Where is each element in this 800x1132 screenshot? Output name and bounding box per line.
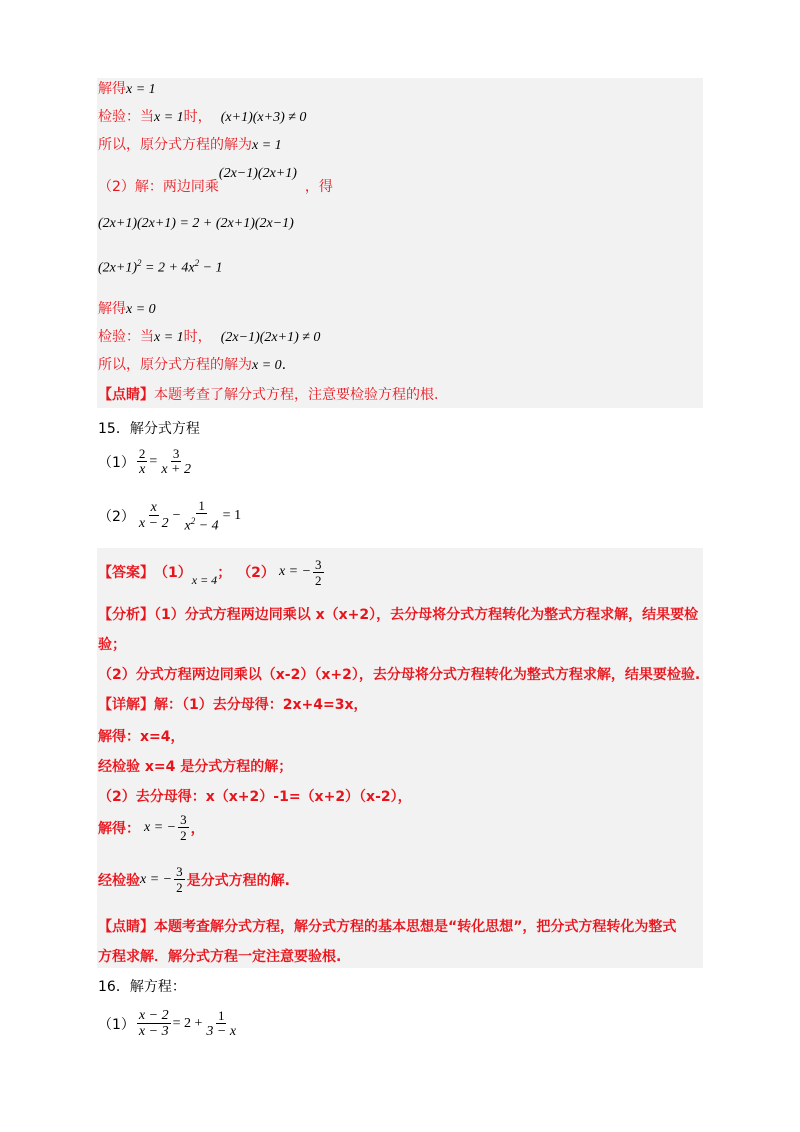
answer-line: 【答案】 （1） x = 4 ； （2） x = − $\frac{3}{2}$ xyxy=(98,556,322,588)
detail-line-4: （2）去分母得：x（x+2）-1=（x+2）（x-2）， xyxy=(98,789,412,805)
q14-check-line-2: 检验：当x = 1时， (2x−1)(2x+1) ≠ 0 xyxy=(98,329,321,345)
analysis-line-2: 验； xyxy=(98,637,126,653)
q14-dianjing: 【点睛】本题考查了解分式方程，注意要检验方程的根. xyxy=(98,387,439,403)
detail-line-5: 解得： x = − $\frac{3}{2}$ ， xyxy=(98,812,205,843)
detail-line-6: 经检验 x = − $\frac{3}{2}$ 是分式方程的解. xyxy=(98,864,290,895)
q14-conclusion-line-2: 所以，原分式方程的解为x = 0. xyxy=(98,357,287,373)
analysis-line-1: 【分析】（1）分式方程两边同乘以 x（x+2），去分母将分式方程转化为整式方程求解，结果要检 xyxy=(98,607,699,623)
q14-part2-line: （2）解：两边同乘(2x−1)(2x+1)，得 xyxy=(98,166,333,195)
q14-check-line: 检验：当x = 1时， (x+1)(x+3) ≠ 0 xyxy=(98,109,307,125)
q14-solve-line: 解得x = 1 xyxy=(98,81,156,97)
detail-line-2: 解得：x=4， xyxy=(98,729,185,745)
q15-title: 15．解分式方程 xyxy=(98,421,200,437)
q16-part1: （1） $\frac{x - 2}{x - 3}$ = 2 + $\frac{1}{3 - x}$ xyxy=(98,1008,237,1039)
dianjing-line-1: 【点睛】本题考查解分式方程，解分式方程的基本思想是“转化思想”，把分式方程转化为整式 xyxy=(98,919,677,935)
q16-title: 16．解方程： xyxy=(98,979,186,995)
q14-solve-line-2: 解得x = 0 xyxy=(98,301,156,317)
q14-equation-1: (2x+1)(2x+1) = 2 + (2x+1)(2x−1) xyxy=(98,216,294,231)
detail-line-3: 经检验 x=4 是分式方程的解； xyxy=(98,759,293,775)
q15-part2: （2） $\frac{x}{x - 2}$ − $\frac{1}{x^2 - 4}$ = 1 xyxy=(98,498,242,534)
q14-equation-2: $(2x+1)^2 = 2 + 4x^2 - 1$ xyxy=(98,258,223,276)
q14-conclusion-line: 所以，原分式方程的解为x = 1 xyxy=(98,137,282,153)
analysis-line-3: （2）分式方程两边同乘以（x-2）（x+2），去分母将分式方程转化为整式方程求解，结果要检验. xyxy=(98,667,701,683)
q15-part1: （1） $\frac{2}{x}$ = $\frac{3}{x + 2}$ xyxy=(98,446,191,477)
detail-line-1: 【详解】解：（1）去分母得：2x+4=3x， xyxy=(98,697,368,713)
dianjing-line-2: 方程求解．解分式方程一定注意要验根. xyxy=(98,949,342,965)
